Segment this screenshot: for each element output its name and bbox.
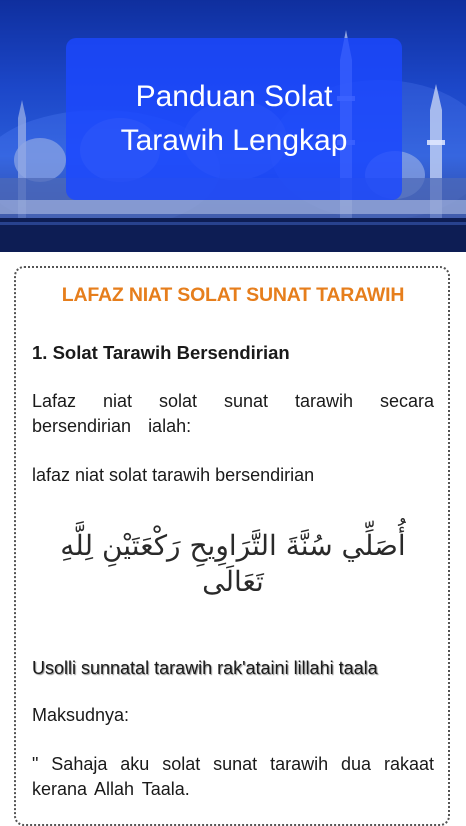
section-title: LAFAZ NIAT SOLAT SUNAT TARAWIH	[61, 284, 405, 306]
arabic-niat-text: أُصَلِّي سُنَّةَ التَّرَاوِيحِ رَكْعَتَيْنِ لِلَّهِ تَعَالَى	[60, 529, 406, 598]
meaning-text: " Sahaja aku solat sunat tarawih dua rakaat kerana Allah Taala.	[32, 754, 434, 799]
intro-paragraph: Lafaz niat solat sunat tarawih secara bersendirian ialah:	[32, 391, 434, 436]
app-title-box	[66, 38, 402, 200]
header-banner	[0, 0, 466, 252]
caption-paragraph: lafaz niat solat tarawih bersendirian	[32, 465, 315, 485]
meaning-label: Maksudnya:	[32, 705, 130, 725]
app-title: Panduan Solat Tarawih Lengkap	[120, 80, 348, 157]
sub-heading: 1. Solat Tarawih Bersendirian	[32, 342, 290, 363]
content-card	[14, 266, 450, 826]
transliteration-text: Usolli sunnatal tarawih rak'ataini lillahi taala	[32, 658, 378, 678]
